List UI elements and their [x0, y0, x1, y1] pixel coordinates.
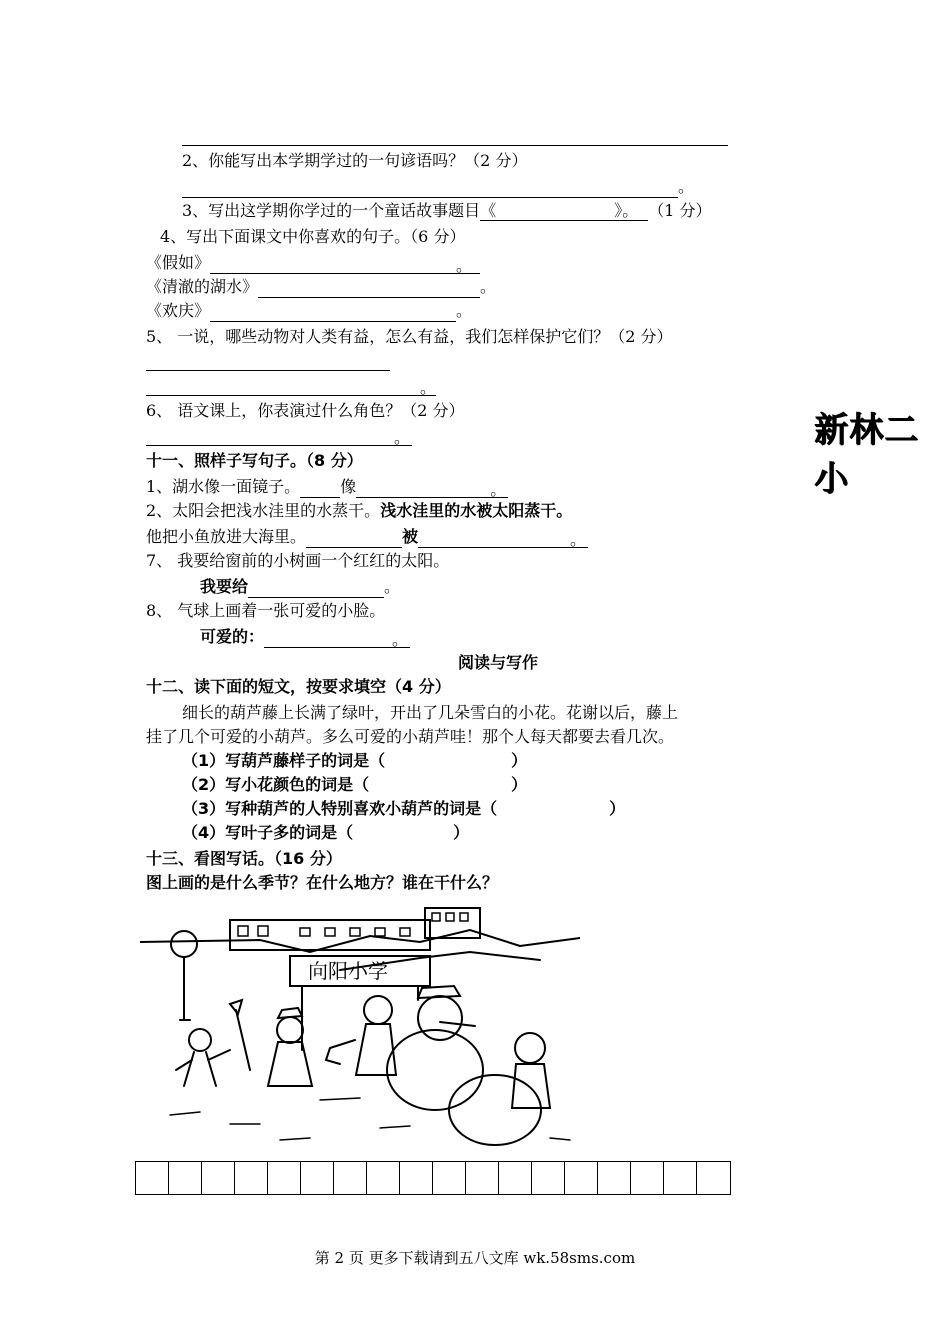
s11-line-8: 8、 气球上画着一张可爱的小脸。	[146, 601, 386, 620]
school-stamp: 新林二小	[814, 410, 919, 499]
writing-cell[interactable]	[532, 1162, 565, 1194]
answer-blank[interactable]: 。	[210, 255, 480, 274]
s11-line-7-answer: 我要给 。	[200, 577, 401, 596]
question-3	[182, 200, 712, 222]
passage-line: 细长的葫芦藤上长满了绿叶，开出了几朵雪白的小花。花谢以后，藤上	[182, 703, 679, 722]
passage-line: 挂了几个可爱的小葫芦。多么可爱的小葫芦哇！那个人每天都要去看几次。	[146, 727, 675, 746]
s11-line-1: 1、湖水像一面镜子。 像 。	[146, 477, 507, 499]
snowman-illustration	[140, 900, 580, 1150]
q4-item: 《清澈的湖水》 。	[146, 277, 497, 296]
writing-cell[interactable]	[169, 1162, 202, 1194]
writing-cell[interactable]	[136, 1162, 169, 1194]
q4-item: 《欢庆》 。	[146, 301, 473, 320]
writing-cell[interactable]	[565, 1162, 598, 1194]
answer-row	[146, 374, 436, 396]
q4-item-label: 《清澈的湖水》	[146, 277, 259, 296]
writing-cell[interactable]	[466, 1162, 499, 1194]
s12-question-3: （3）写种葫芦的人特别喜欢小葫芦的词是（ ）	[182, 799, 626, 818]
question-6: 6、 语文课上，你表演过什么角色？（2 分）	[146, 401, 465, 420]
q4-item	[146, 252, 480, 274]
s11-line-8-answer: 可爱的： 。	[200, 627, 409, 649]
answer-end: 。	[678, 177, 695, 196]
answer-blank[interactable]	[210, 303, 456, 322]
answer-blank[interactable]	[300, 479, 340, 498]
question-4: 4、写出下面课文中你喜欢的句子。（6 分）	[160, 227, 466, 246]
writing-cell[interactable]	[697, 1162, 730, 1194]
writing-cell[interactable]	[664, 1162, 697, 1194]
answer-line	[182, 145, 728, 146]
answer-blank[interactable]	[258, 279, 480, 298]
reading-header: 阅读与写作	[458, 653, 539, 672]
s12-question-2: （2）写小花颜色的词是（ ）	[182, 775, 528, 794]
answer-line	[146, 370, 390, 371]
answer-blank[interactable]: 。	[146, 427, 412, 446]
answer-blank[interactable]	[182, 179, 678, 198]
s11-line-2: 2、太阳会把浅水洼里的水蒸干。浅水洼里的水被太阳蒸干。	[146, 501, 573, 520]
s11-line-3: 他把小鱼放进大海里。 被 。	[146, 527, 587, 549]
story-title-blank[interactable]: 《 》。	[480, 201, 648, 221]
q4-item-label: 《欢庆》	[146, 301, 211, 320]
s11-line-7: 7、 我要给窗前的小树画一个红红的太阳。	[146, 551, 450, 570]
writing-cell[interactable]	[499, 1162, 532, 1194]
answer-row	[182, 176, 694, 198]
writing-cell[interactable]	[268, 1162, 301, 1194]
s12-question-1: （1）写葫芦藤样子的词是（ ）	[182, 751, 528, 770]
writing-cell[interactable]	[631, 1162, 664, 1194]
section-13-title: 十三、看图写话。（16 分）	[146, 849, 342, 868]
answer-blank[interactable]: 。	[264, 629, 410, 648]
school-sign-text: 向阳小学	[308, 959, 388, 983]
writing-cell[interactable]	[400, 1162, 433, 1194]
page-footer: 第 2 页 更多下载请到五八文库 wk.58sms.com	[314, 1249, 636, 1267]
answer-row	[146, 424, 412, 446]
q4-item-label: 《假如》	[146, 253, 211, 272]
writing-cell[interactable]	[598, 1162, 631, 1194]
question-2: 2、你能写出本学期学过的一句谚语吗？（2 分）	[182, 151, 528, 170]
question-5: 5、 一说，哪些动物对人类有益，怎么有益，我们怎样保护它们？（2 分）	[146, 327, 673, 346]
question-3-score: （1 分）	[648, 201, 712, 220]
writing-cell[interactable]	[433, 1162, 466, 1194]
answer-blank[interactable]: 。	[356, 479, 508, 498]
question-3-text: 3、写出这学期你学过的一个童话故事题目	[182, 201, 481, 220]
answer-blank[interactable]	[306, 529, 402, 548]
writing-cell[interactable]	[334, 1162, 367, 1194]
answer-blank[interactable]	[248, 579, 384, 598]
writing-cell[interactable]	[235, 1162, 268, 1194]
s12-question-4: （4）写叶子多的词是（ ）	[182, 823, 470, 842]
example-sentence: 浅水洼里的水被太阳蒸干。	[380, 501, 573, 520]
section-12-title: 十二、读下面的短文，按要求填空（4 分）	[146, 677, 451, 696]
writing-grid[interactable]	[135, 1161, 731, 1195]
section-11-title: 十一、照样子写句子。（8 分）	[146, 451, 363, 470]
writing-cell[interactable]	[301, 1162, 334, 1194]
section-13-prompt: 图上画的是什么季节？在什么地方？谁在干什么？	[146, 873, 499, 892]
answer-blank[interactable]: 。	[146, 377, 436, 396]
writing-cell[interactable]	[367, 1162, 400, 1194]
answer-blank[interactable]: 。	[418, 529, 588, 548]
writing-cell[interactable]	[202, 1162, 235, 1194]
